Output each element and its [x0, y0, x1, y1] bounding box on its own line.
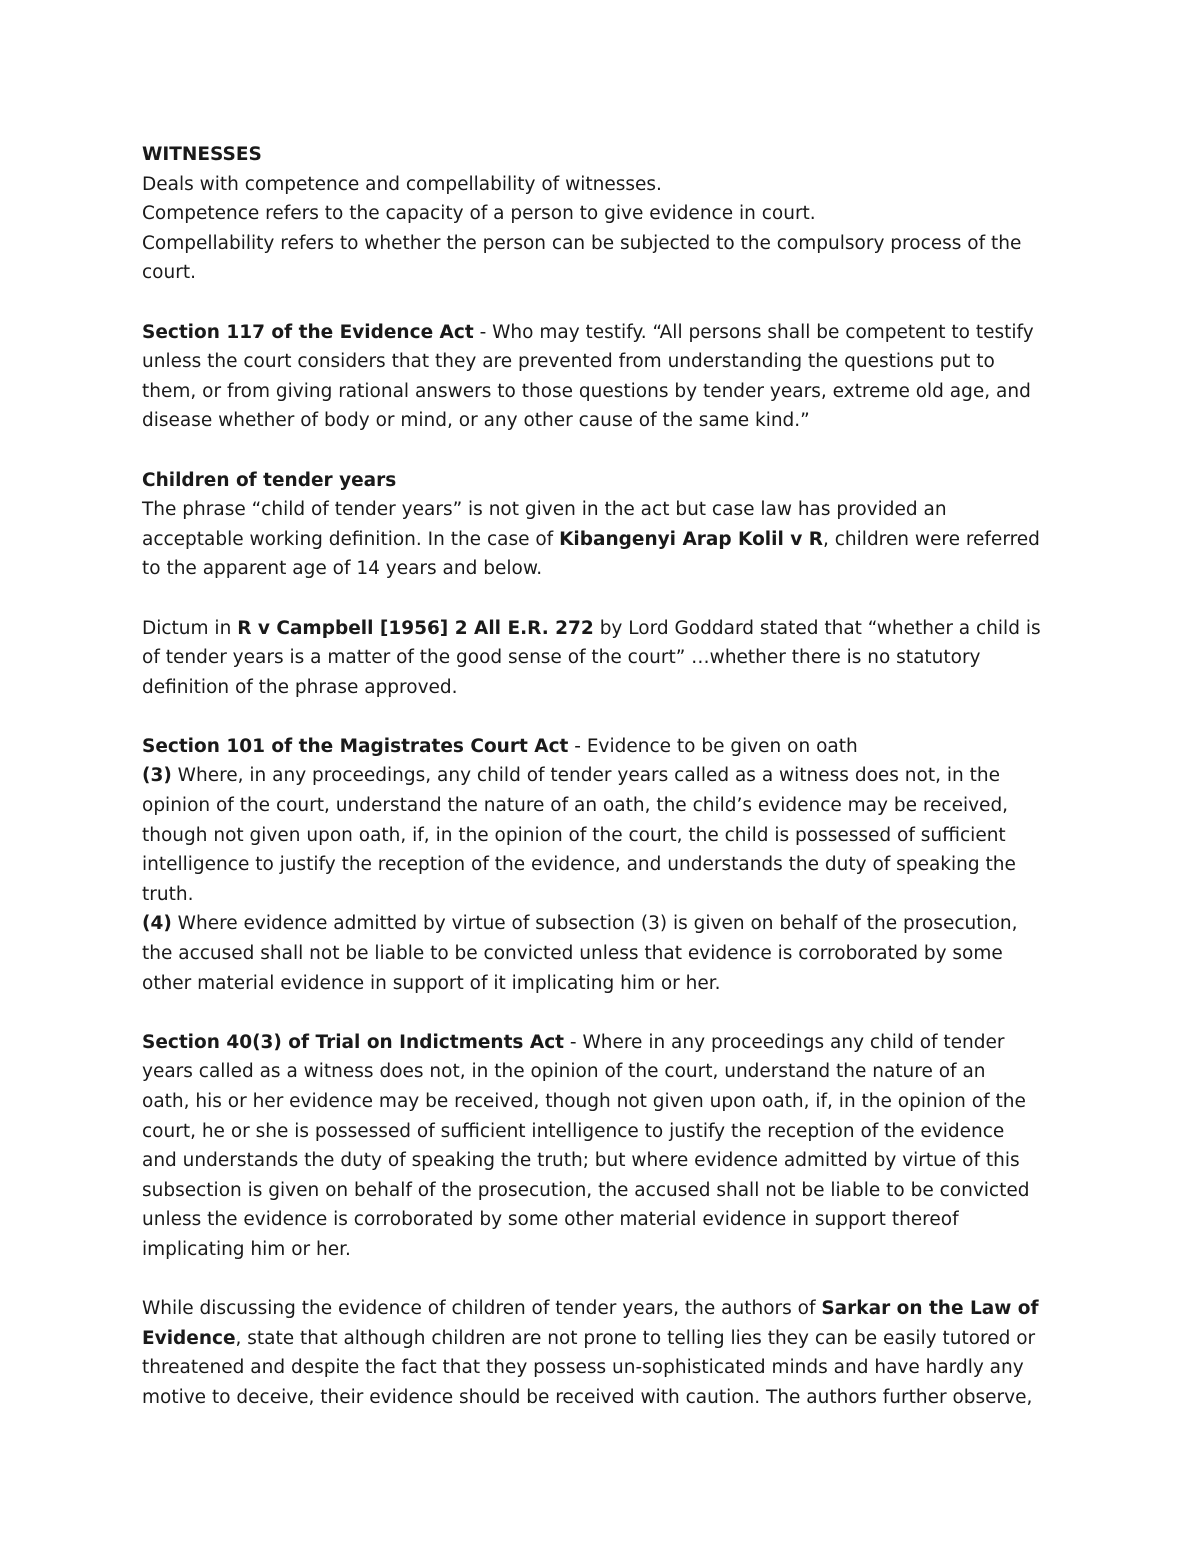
intro-line: court. [142, 262, 196, 284]
document-page [142, 140, 1062, 1413]
section-101-text: truth. [142, 883, 194, 905]
subsection-number: (4) [142, 913, 172, 935]
section-40-text: subsection is given on behalf of the prosecution, the accused shall not be liable to be convicted [142, 1179, 1030, 1201]
section-101-text: other material evidence in support of it implicating him or her. [142, 972, 721, 994]
children-text: The phrase “child of tender years” is not given in the act but case law has provided an [142, 499, 947, 521]
children-text: , children were referred [823, 528, 1040, 550]
sarkar-text: motive to deceive, their evidence should be received with caution. The authors further observe, [142, 1386, 1033, 1408]
dictum-text: definition of the phrase approved. [142, 676, 458, 698]
section-40-text: years called as a witness does not, in the opinion of the court, understand the nature of an [142, 1061, 986, 1083]
section-40-text: implicating him or her. [142, 1238, 351, 1260]
intro-line: Deals with competence and compellability of witnesses. [142, 173, 662, 195]
intro-line: Compellability refers to whether the person can be subjected to the compulsory process of the [142, 232, 1022, 254]
dictum-text: by Lord Goddard stated that “whether a child is [593, 617, 1041, 639]
case-citation: R v Campbell [1956] 2 All E.R. 272 [237, 617, 594, 639]
section-101-paragraph [142, 732, 1062, 998]
sarkar-text: , state that although children are not prone to telling lies they can be easily tutored or [235, 1327, 1036, 1349]
sarkar-text: threatened and despite the fact that they possess un-sophisticated minds and have hardly any [142, 1357, 1024, 1379]
section-117-text: disease whether of body or mind, or any other cause of the same kind.” [142, 410, 810, 432]
section-101-text: the accused shall not be liable to be convicted unless that evidence is corroborated by some [142, 943, 1003, 965]
subsection-number: (3) [142, 765, 172, 787]
section-40-text: - Where in any proceedings any child of tender [564, 1031, 1005, 1053]
section-101-text: Where, in any proceedings, any child of tender years called as a witness does not, in the [171, 765, 1000, 787]
section-101-heading: Section 101 of the Magistrates Court Act [142, 735, 569, 757]
section-40-text: unless the evidence is corroborated by some other material evidence in support thereof [142, 1209, 959, 1231]
book-title: Sarkar on the Law of [821, 1298, 1039, 1320]
section-117-paragraph [142, 318, 1062, 436]
case-citation: Kibangenyi Arap Kolil v R [559, 528, 823, 550]
dictum-text: of tender years is a matter of the good sense of the court” …whether there is no statutory [142, 647, 981, 669]
sarkar-paragraph [142, 1294, 1062, 1412]
book-title: Evidence [142, 1327, 236, 1349]
section-40-paragraph [142, 1028, 1062, 1265]
section-117-text: - Who may testify. “All persons shall be competent to testify [473, 321, 1034, 343]
sarkar-text: While discussing the evidence of children of tender years, the authors of [142, 1298, 822, 1320]
intro-block [142, 140, 1062, 288]
section-40-heading: Section 40(3) of Trial on Indictments Act [142, 1031, 565, 1053]
page-title: WITNESSES [142, 144, 262, 165]
section-40-text: oath, his or her evidence may be received, though not given upon oath, if, in the opinion of the [142, 1091, 1026, 1112]
section-117-heading: Section 117 of the Evidence Act [142, 321, 474, 343]
children-heading: Children of tender years [142, 469, 397, 491]
section-101-text: opinion of the court, understand the nature of an oath, the child’s evidence may be received, [142, 795, 1009, 817]
children-paragraph [142, 466, 1062, 584]
section-117-text: them, or from giving rational answers to those questions by tender years, extreme old age, and [142, 380, 1031, 402]
section-101-text: intelligence to justify the reception of the evidence, and understands the duty of speaking the [142, 854, 1016, 876]
section-40-text: and understands the duty of speaking the truth; but where evidence admitted by virtue of this [142, 1150, 1020, 1172]
section-101-text: - Evidence to be given on oath [568, 735, 858, 757]
section-101-text: Where evidence admitted by virtue of subsection (3) is given on behalf of the prosecution, [171, 913, 1018, 935]
section-117-text: unless the court considers that they are prevented from understanding the questions put to [142, 351, 995, 373]
dictum-text: Dictum in [142, 617, 238, 639]
children-text: acceptable working definition. In the case of [142, 528, 560, 550]
section-40-text: court, he or she is possessed of sufficient intelligence to justify the reception of the evidence [142, 1120, 1005, 1142]
section-101-text: though not given upon oath, if, in the opinion of the court, the child is possessed of sufficient [142, 824, 1006, 846]
dictum-paragraph [142, 614, 1062, 703]
children-text: to the apparent age of 14 years and below. [142, 558, 543, 580]
intro-line: Competence refers to the capacity of a person to give evidence in court. [142, 203, 816, 225]
